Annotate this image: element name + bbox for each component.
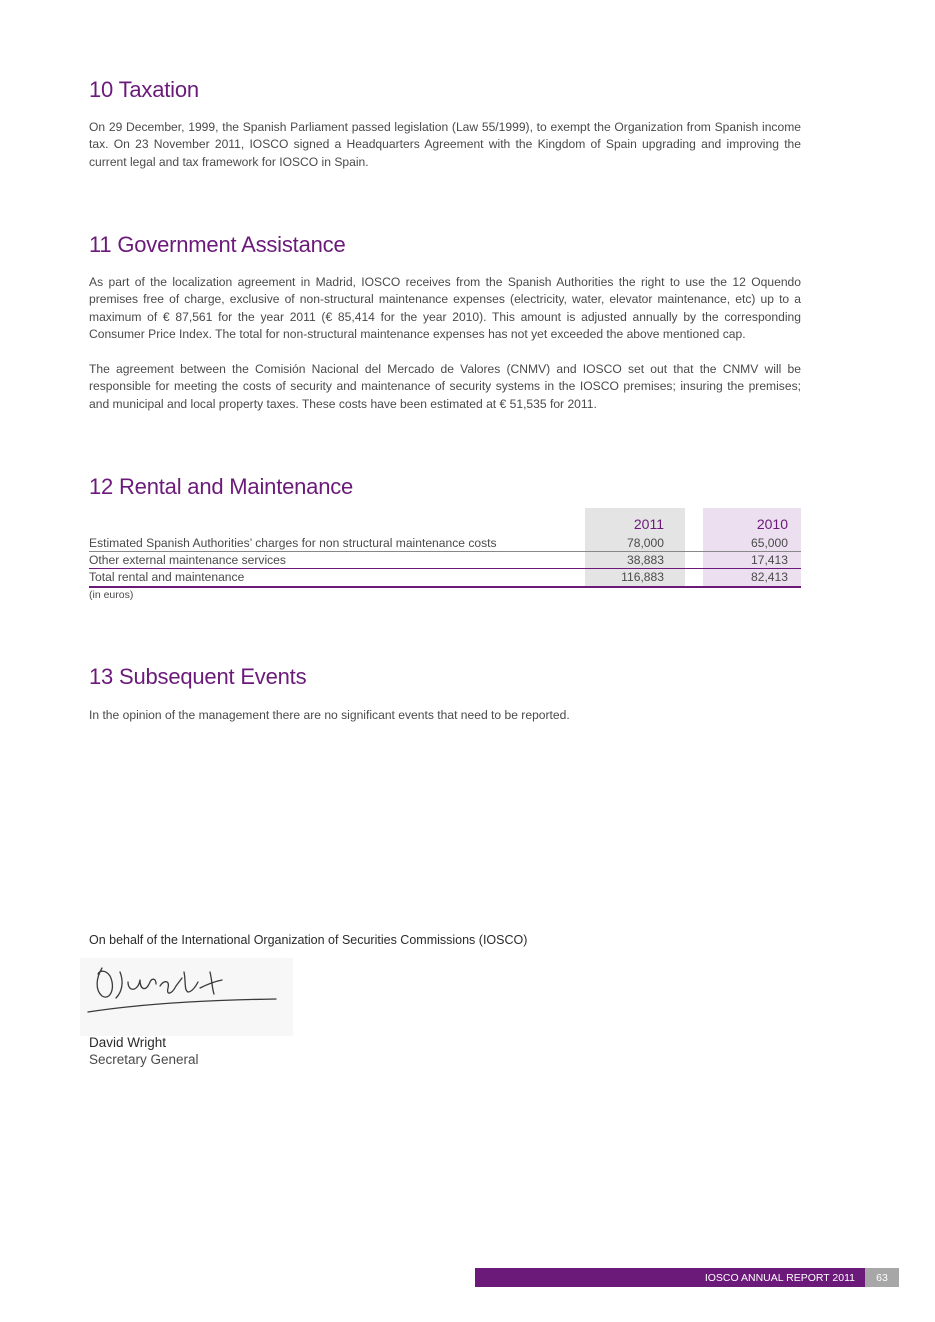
row-value-2010: 82,413	[751, 570, 788, 584]
handwritten-signature	[80, 958, 293, 1036]
table-row-total	[89, 569, 801, 586]
taxation-paragraph: On 29 December, 1999, the Spanish Parliament passed legislation (Law 55/1999), to exempt the Organization from Spanish income tax. On 23 November 2011, IOSCO signed a Headquarters Agreement with the Kingdom of Spain upgrading and improving the current legal and tax framework for IOSCO in Spain.	[89, 120, 801, 169]
row-value-2011: 38,883	[627, 553, 664, 567]
column-header-2010: 2010	[756, 516, 788, 532]
row-label: Estimated Spanish Authorities’ charges for non structural maintenance costs	[89, 536, 497, 550]
government-assistance-paragraph-2: The agreement between the Comisión Nacional del Mercado de Valores (CNMV) and IOSCO set out that the CNMV will be responsible for meeting the costs of security and maintenance of security systems in the IOSCO premises; insuring the premises; and municipal and local property taxes. These costs have been estimated at € 51,535 for 2011.	[89, 362, 801, 411]
page-number: 63	[865, 1268, 899, 1287]
row-label: Total rental and maintenance	[89, 570, 245, 584]
subsequent-events-paragraph: In the opinion of the management there are no significant events that need to be reported.	[89, 708, 570, 722]
section-heading-government-assistance: 11 Government Assistance	[89, 232, 346, 257]
section-heading-taxation: 10 Taxation	[89, 77, 199, 102]
signatory-title: Secretary General	[89, 1052, 199, 1067]
signature-image	[80, 958, 293, 1036]
government-assistance-paragraph-1: As part of the localization agreement in Madrid, IOSCO receives from the Spanish Authorities the right to use the 12 Oquendo premises free of charge, exclusive of non-structural maintenance expenses (electricity, water, elevator maintenance, etc) up to a maximum of € 87,561 for the year 2011 (€ 85,414 for the year 2010). This amount is adjusted annually by the corresponding Consumer Price Index. The total for non-structural maintenance expenses has not yet exceeded the above mentioned cap.	[89, 275, 801, 342]
footer-report-title: IOSCO ANNUAL REPORT 2011	[475, 1268, 865, 1287]
row-value-2011: 78,000	[627, 536, 664, 550]
section-heading-rental-maintenance: 12 Rental and Maintenance	[89, 474, 354, 499]
row-value-2010: 65,000	[751, 536, 788, 550]
table-row	[89, 552, 801, 569]
rental-maintenance-table	[89, 508, 801, 594]
table-row	[89, 535, 801, 552]
signatory-name: David Wright	[89, 1035, 167, 1050]
row-value-2011: 116,883	[621, 570, 664, 584]
total-underline	[89, 586, 801, 588]
table-unit-note: (in euros)	[89, 589, 134, 601]
section-heading-subsequent-events: 13 Subsequent Events	[89, 664, 307, 689]
row-label: Other external maintenance services	[89, 553, 286, 567]
row-value-2010: 17,413	[751, 553, 788, 567]
on-behalf-line: On behalf of the International Organization of Securities Commissions (IOSCO)	[89, 933, 528, 947]
column-header-2011: 2011	[633, 516, 664, 532]
